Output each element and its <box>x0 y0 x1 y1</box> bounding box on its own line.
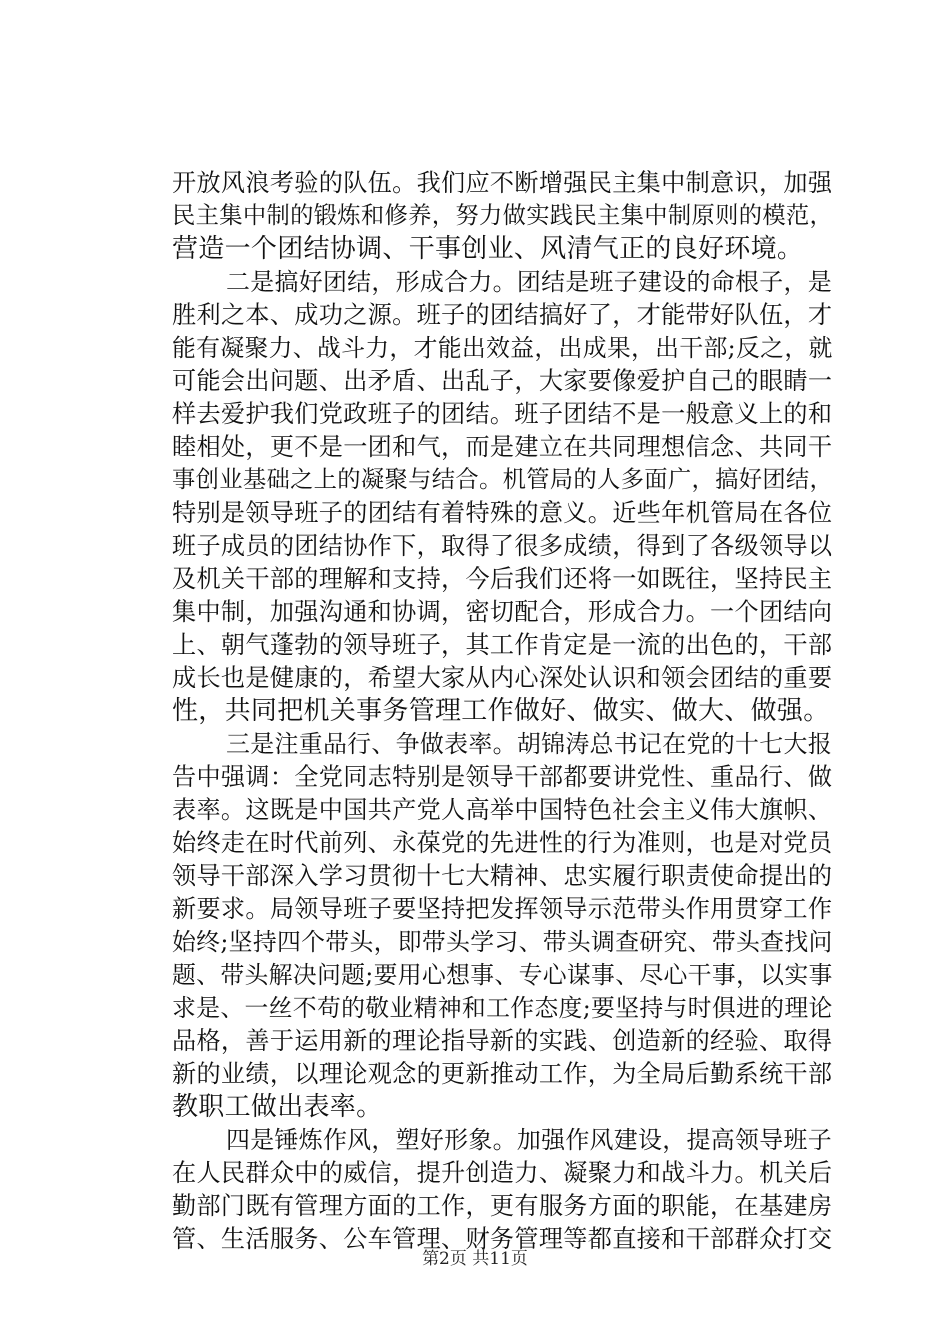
text-line: 新的业绩，以理论观念的更新推动工作，为全局后勤系统干部 <box>172 1060 833 1088</box>
text-line: 勤部门既有管理方面的工作，更有服务方面的职能，在基建房 <box>172 1192 833 1220</box>
text-line: 特别是领导班子的团结有着特殊的意义。近些年机管局在各位 <box>172 499 833 527</box>
text-line: 教职工做出表率。 <box>172 1092 383 1122</box>
text-line: 开放风浪考验的队伍。我们应不断增强民主集中制意识，加强 <box>172 169 833 197</box>
text-line: 能有凝聚力、战斗力，才能出效益，出成果，出干部;反之，就 <box>172 334 833 362</box>
paragraph-start-line: 三是注重品行、争做表率。胡锦涛总书记在党的十七大报 <box>226 730 832 758</box>
text-line: 及机关干部的理解和支持，今后我们还将一如既往，坚持民主 <box>172 565 833 593</box>
text-line: 集中制，加强沟通和协调，密切配合，形成合力。一个团结向 <box>172 598 833 626</box>
text-line: 民主集中制的锻炼和修养，努力做实践民主集中制原则的模范， <box>172 202 834 229</box>
text-line: 样去爱护我们党政班子的团结。班子团结不是一般意义上的和 <box>172 400 833 428</box>
text-line: 求是、一丝不苟的敬业精神和工作态度;要坚持与时俱进的理论 <box>172 994 833 1022</box>
text-line: 在人民群众中的威信，提升创造力、凝聚力和战斗力。机关后 <box>172 1159 833 1187</box>
text-line: 成长也是健康的，希望大家从内心深处认识和领会团结的重要 <box>172 664 833 692</box>
text-line: 告中强调：全党同志特别是领导干部都要讲党性、重品行、做 <box>172 763 833 791</box>
text-line: 睦相处，更不是一团和气，而是建立在共同理想信念、共同干 <box>172 433 833 461</box>
text-line: 营造一个团结协调、干事创业、风清气正的良好环境。 <box>172 234 804 264</box>
paragraph-start-line: 二是搞好团结，形成合力。团结是班子建设的命根子，是 <box>226 268 832 296</box>
text-line: 品格，善于运用新的理论指导新的实践、创造新的经验、取得 <box>172 1027 833 1055</box>
text-line: 始终;坚持四个带头，即带头学习、带头调查研究、带头查找问 <box>172 928 833 956</box>
text-line: 上、朝气蓬勃的领导班子，其工作肯定是一流的出色的，干部 <box>172 631 833 659</box>
text-line: 性，共同把机关事务管理工作做好、做实、做大、做强。 <box>172 696 830 726</box>
text-line: 可能会出问题、出矛盾、出乱子，大家要像爱护自己的眼睛一 <box>172 367 833 395</box>
text-line: 领导干部深入学习贯彻十七大精神、忠实履行职责使命提出的 <box>172 862 833 890</box>
text-line: 管、生活服务、公车管理、财务管理等都直接和干部群众打交 <box>172 1225 833 1253</box>
text-line: 事创业基础之上的凝聚与结合。机管局的人多面广，搞好团结， <box>172 466 834 493</box>
text-line: 题、带头解决问题;要用心想事、专心谋事、尽心干事，以实事 <box>172 961 833 989</box>
text-line: 新要求。局领导班子要坚持把发挥领导示范带头作用贯穿工作 <box>172 895 833 923</box>
text-line: 始终走在时代前列、永葆党的先进性的行为准则，也是对党员 <box>172 829 833 857</box>
paragraph-start-line: 四是锤炼作风，塑好形象。加强作风建设，提高领导班子 <box>226 1126 832 1154</box>
page-number: 第2页 共11页 <box>422 1249 528 1269</box>
text-line: 班子成员的团结协作下，取得了很多成绩，得到了各级领导以 <box>172 532 833 560</box>
text-line: 表率。这既是中国共产党人高举中国特色社会主义伟大旗帜、 <box>172 796 833 824</box>
text-line: 胜利之本、成功之源。班子的团结搞好了，才能带好队伍，才 <box>172 301 833 329</box>
